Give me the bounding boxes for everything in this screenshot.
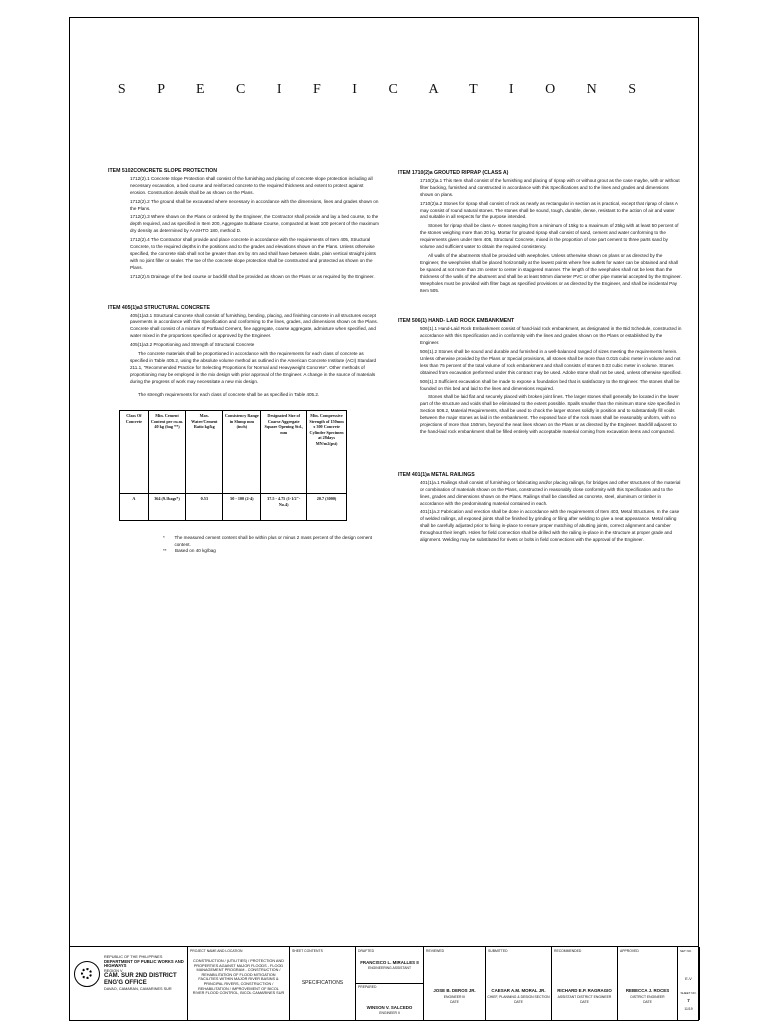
note-text: Based on 40 kg/bag [175,548,216,554]
section-grouted-riprap [398,170,683,294]
date-label: DATE [643,1000,652,1004]
drafted-prepared-cell [356,947,424,1020]
paragraph: All walls of the abutments shall be provided with weepholes. Unless otherwise shown on plans or as directed by the Engineer, the weepholes shall be placed horizontally at the lowest points where free outlets for water can be obtained and shall be spaced at not more than 2m center to center in staggered manner. The length of the weepholes shall not be less than the thickness of the walls of the abutment and shall be at least 50mm diameter PVC or other pipe material accepted by the Engineer. Weepholes must be provided with filter bags as specified provisions or as directed by the Engineer, and shall be incidental Pay Item 505. [420,252,682,293]
submitted-title: CHIEF, PLANNING & DESIGN SECTION [487,995,550,999]
sheet-no: 7 [687,998,690,1003]
paragraph: 1710(2)a.2 Stones for riprap shall consist of rock as nearly as rectangular in section as is practical, except that riprap of class A may consist of round natural stones. The stones shall be sound, tough, durable, dense, resistant to the action of air and water and suitable in all respects for the purpose intended. [420,200,678,220]
agency-name: DEPARTMENT OF PUBLIC WORKS AND HIGHWAYS [104,958,184,969]
sheet-number-cell [678,947,700,1020]
approved-cell [618,947,678,1020]
table-cell: 50 - 100 (2-4) [223,494,261,521]
sheet-contents: SPECIFICATIONS [301,980,344,986]
title-block [70,946,698,1020]
table-header-row [120,411,347,494]
paragraph: 401(1)a.2 Fabrication and erection shall be done in accordance with the requirements of Item 403, Metal Structures. In the case of welded railings, all exposed joints shall be finished by grinding or filing after welding to give a neat appearance. Metal railing shall be carefully adjusted prior to fixing in-place to ensure proper matching of abutting joints, correct alignment and camber throughout their length. Holes for field connection shall be drilled with the railing in-place in the structure at proper grade and alignment. Welding may be substituted for rivets or bolts in field connections with the approval of the Engineer. [420,509,680,543]
project-cell [188,947,290,1020]
paragraph: 405(1)a3.2 Proportioning and Strength of Structural Concrete [130,342,255,348]
recommended-label: RECOMMENDED [554,949,582,953]
set-no-label: SET NO. [680,949,692,953]
paragraph: 1712(2).3 Where shown on the Plans or ordered by the Engineer, the Contractor shall provide and lay a bed course, to the depth required, and as specified in Item 200, Aggregate Subbase Course, compacted at least 100 percent of the maximum dry density as determined by AASHTO 180, method D. [130,214,379,234]
table-cell: 364 (9.1bags*) [148,494,185,521]
section-heading: ITEM 1710(2)a GROUTED RIPRAP (CLASS A) [398,170,509,176]
reviewed-title: ENGINEER III [443,995,466,999]
drafted-label: DRAFTED [358,949,375,953]
approved-title: DISTRICT ENGINEER [630,995,665,999]
table-header: Class Of Concrete [120,411,149,494]
recommended-cell [552,947,618,1020]
section-structural-concrete [108,305,380,399]
paragraph: 506(1).3 Sufficient excavation shall be made to expose a foundation bed that is satisfactory to the Engineer. The stones shall be founded on this bed and laid to the lines and dimensions required. [420,378,680,391]
table-header: Max. Water/Cement Ratio kg/kg [186,411,223,494]
section-heading: ITEM 401(1)a METAL RAILINGS [398,471,475,478]
page-title: S P E C I F I C A T I O N S [117,82,651,97]
paragraph: 1712(2).5 Drainage of the bed course or backfill shall be provided as shown on the Plans or as required by the Engineer. [130,273,375,279]
section-heading: ITEM 5102CONCRETE SLOPE PROTECTION [108,168,217,174]
table-notes [163,535,380,555]
dpwh-seal-icon [74,961,100,987]
paragraph: Stones shall be laid flat and securely placed with broken joint lines. The larger stones shall generally be located in the lower part of the structure and voids shall be eliminated to the extent possible. Spalls smaller than the minimum stone size specified in Section 506.2, Material Requirements, shall be used to chock the larger stones solidly in position and to substantially fill voids between the major stones as laid in the embankment. The exposed face of the rock mass shall be reasonably uniform, with no projections of more than 150mm, beyond the neat lines shown on the Plans or as directed by the Engineer. Backfill adjacent to the hand-laid rock embankment shall be filled entirely with acceptable material coming from excavation items and compacted. [420,394,680,434]
submitted-label: SUBMITTED [488,949,508,953]
table-row [120,494,347,521]
table-header: Consistency Range in Slump mm (inch) [223,411,261,494]
approved-name: REBECCA J. ROCES [625,988,670,993]
section-heading: ITEM 405(1)a3 STRUCTURAL CONCRETE [108,304,210,311]
paragraph: The concrete materials shall be proportioned in accordance with the requirements for each class of concrete as specified in Table 405.2, using the absolute volume method as outlined in the American Concrete Institute (ACI) Standard 211.1, "Recommended Practice for Selecting Proportions for Normal and Heavyweight Concrete". Other methods of proportioning may be employed in the mix design with prior approval of the Engineer. A change in the source of materials during the progress of work may necessitate a new mix design. [130,351,377,384]
date-label: DATE [580,1000,589,1004]
sheet-contents-cell [290,947,356,1020]
paragraph: 1712(2).1 Concrete Slope Protection shall consist of the furnishing and placing of concrete slope protection including all necessary excavation, a bed course and reinforced concrete to the required thickness and extent to protect against erosion. Construction details shall be as shown on the Plans. [130,175,373,195]
prepared-label: PREPARED [358,985,377,989]
paragraph: 401(1)a.1 Railings shall consist of furnishing or fabricating and/or placing railings, for bridges and other structures of the material or combination of materials shown on the Plans, constructed in reasonably close conformity with this Specification and to the lines, grades and dimensions shown on the Plans. Railings shall be classified as concrete, steel, aluminum or timber in accordance with the predominating material contained in each. [420,479,681,506]
submitted-cell [486,947,552,1020]
set-no: E-V [685,976,692,981]
table-cell: 37.5 - 4.75 (1-1/2"- No.4) [261,494,307,521]
table-cell: 20.7 (3000) [307,494,347,521]
drawing-sheet [69,17,699,1021]
project-label: PROJECT NAME AND LOCATION [190,949,243,953]
left-column [108,168,380,555]
sheet-total: 11/19 [684,1007,693,1011]
note [163,535,380,548]
paragraph: The strength requirements for each class of concrete shall be as specified in Table 405.2. [138,391,320,397]
sheet-no-label: SHEET NO. [680,991,697,995]
paragraph: 405(1)a3.1 Structural Concrete shall consist of furnishing, bending, placing, and finishing concrete in all structures except pavements in accordance with this Specification and conforming to the lines, grades, and dimensions shown on the Plans. Concrete shall consist of a mixture of Portland Cement, fine aggregate, coarse aggregate, admixture when specified, and water mixed in the proportions specified or approved by the Engineer. [130,312,378,339]
paragraph: Stones for riprap shall be class A- stones ranging from a minimum of 15kg to a maximum of 25kg with at least 50 percent of the stones weighing more than 20 kg. Mortar for grouted riprap shall consist of sand, cement and water conforming to the requirements given under Item 405, Structural Concrete, mixed in the proportion of one part cement to three parts sand by volume and sufficient water to obtain the required consistency. [420,223,679,250]
district-office: CAM. SUR 2ND DISTRICT ENG'G OFFICE [104,973,177,987]
date-label: DATE [514,1000,523,1004]
paragraph: 1712(2).4 The Contractor shall provide and place concrete in accordance with the requirements of Item 405, Structural Concrete, to the required depths in the positions and to the grades and elevations shown on the Plans. Unless otherwise specified, the concrete slab shall not be greater than 4m by 4m and shall have between slabs, plain vertical straight joints with no joint filler or sealer. The toe of the concrete slope protection shall be constructed and protected as shown on the Plans. [130,237,376,270]
section-heading: ITEM 506(1) HAND- LAID ROCK EMBANKMENT [398,318,515,325]
right-column [398,170,683,556]
note-mark: ** [163,548,167,554]
paragraph: 1712(2).2 The ground shall be excavated where necessary in accordance with the dimensions, lines and grades shown on the Plans. [130,198,379,211]
table-header: Min. Cement Content per cu.m. 40 kg (bag **) [148,411,185,494]
recommended-name: RICHARD E.P. RAGRAGIO [557,988,612,993]
reviewed-cell [424,947,486,1020]
table-cell: 0.53 [186,494,223,521]
prepared-name: WINSON V. SALCEDO [366,1005,413,1010]
note-mark: * [163,535,165,541]
section-hand-laid-rock-embankment [398,318,683,436]
concrete-strength-table [119,410,347,521]
table-header: Min. Compressive Strength of 150mm x 300 Concrete Cylinder Specimen at 28days MN/m2(psi) [307,411,347,494]
agency-cell [70,947,188,1020]
office-address: DAVAO, CAMARAN, CAMARINES SUR [104,987,172,992]
recommended-title: ASSISTANT DISTRICT ENGINEER [557,995,612,999]
paragraph: 506(1).2 Stones shall be sound and durable and furnished in a well-balanced ranged of sizes meeting the requirements herein. Unless otherwise provided by the Plans or Special provisions, all stones shall be more than 0.015 cubic meter in volume and not less than 75 percent of the total volume of rock embankment and shall consists of stones 0.03 cubic meter in volume. Stones obtained from excavation performed under this contract may be used. Adobe stone shall not be used, unless otherwise specified. [420,349,682,375]
date-label: DATE [450,1000,459,1004]
drafted-title: ENGINEERING ASSISTANT [367,966,412,970]
note [163,548,380,555]
reviewed-name: JOSE B. DEROS JR. [433,988,476,993]
section-concrete-slope-protection [108,168,380,281]
note-text: The measured cement content shall be within plus or minus 2 mass percent of the design cement content. [174,535,373,547]
section-metal-railings [398,472,683,544]
approved-label: APPROVED [620,949,639,953]
paragraph: 1710(2)a.1 This Item shall consist of the furnishing and placing of riprap with or without grout as the case maybe, with or without filter backing, furnished and constructed in accordance with this Specifications and to the lines and grades and dimensions shown on plans. [420,177,680,197]
table-cell: A [120,494,149,521]
table-header: Designated Size of Coarse Aggregate Square Opening Std., mm [261,411,307,494]
drafted-name: FRANCISCO L. MIRALLES II [360,960,419,965]
reviewed-label: REVIEWED [426,949,445,953]
submitted-name: CAESAR A.M. MORAL JR. [491,988,546,993]
agency-region: REGION V [104,968,123,973]
sheet-contents-label: SHEET CONTENTS [292,949,323,953]
agency-line: REPUBLIC OF THE PHILIPPINES [104,955,163,959]
paragraph: 506(1).1 Hand-Laid Rock Embankment consist of hand-laid rock embankment, as designated in the Bid Schedule, constructed in accordance with this Specification and in conformity with the lines and grades shown on the Plans or established by the Engineer. [420,326,682,346]
prepared-title: ENGINEER II [379,1011,400,1015]
project-name: CONSTRUCTION / (UTILITIES) / PROTECTION AND PROPERTIES AGAINST MAJOR FLOODS - FLOOD MANAGEMENT PROGRAM - CONSTRUCTION / REHABILITATION OF FLOOD MITIGATION FACILITIES WITHIN MAJOR RIVER BASINS & PRINCIPAL RIVERS, CONSTRUCTION / REHABILITATION / IMPROVEMENT OF BICOL RIVER FLOOD CONTROL, BICOL CAMARINES SUR [192,959,285,996]
